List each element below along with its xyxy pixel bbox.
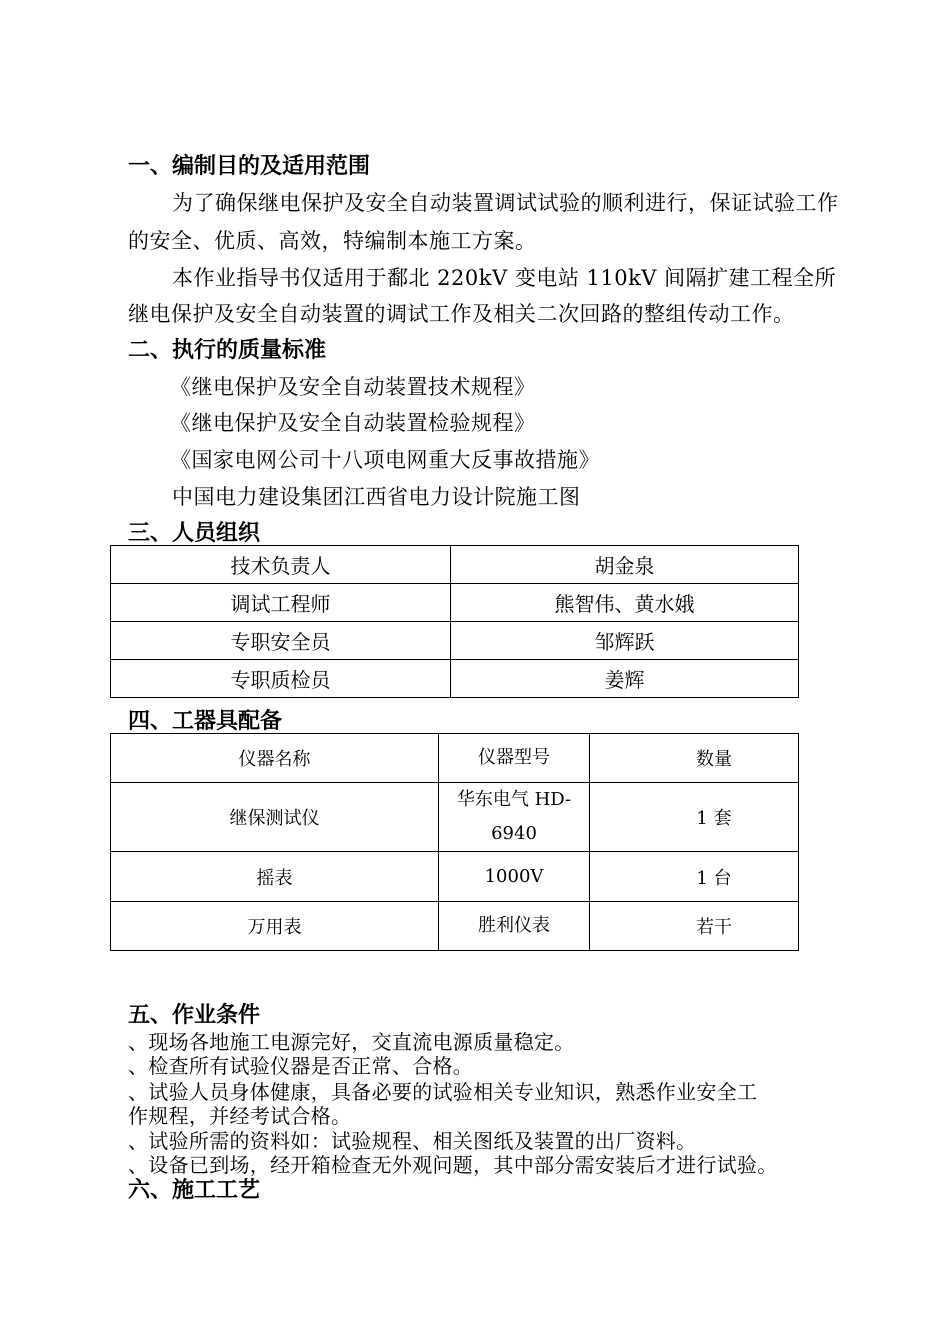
table-row: [111, 902, 799, 951]
section2-heading: 二、执行的质量标准: [128, 338, 327, 363]
column-header-qty: 数量: [590, 734, 799, 783]
condition-line: 、试验所需的资料如：试验规程、相关图纸及装置的出厂资料。: [128, 1129, 697, 1153]
section1-paragraph1-line1: 为了确保继电保护及安全自动装置调试试验的顺利进行，保证试验工作: [172, 191, 839, 215]
person-cell: 胡金泉: [451, 546, 799, 584]
section1-heading: 一、编制目的及适用范围: [128, 154, 371, 179]
standard-item: 《国家电网公司十八项电网重大反事故措施》: [170, 448, 600, 472]
section1-paragraph2-line1: 本作业指导书仅适用于鄱北 220kV 变电站 110kV 间隔扩建工程全所: [172, 266, 837, 290]
instrument-name-cell: 摇表: [111, 852, 439, 902]
instrument-qty-cell: 1 套: [590, 783, 799, 852]
section3-heading: 三、人员组织: [128, 521, 261, 546]
standard-item: 《继电保护及安全自动装置技术规程》: [170, 375, 536, 399]
section6-heading: 六、施工工艺: [128, 1178, 261, 1203]
table-row: [111, 546, 799, 584]
role-cell: 专职质检员: [111, 660, 451, 698]
table-header-row: [111, 734, 799, 783]
standard-item: 中国电力建设集团江西省电力设计院施工图: [172, 485, 581, 509]
person-cell: 邹辉跃: [451, 622, 799, 660]
instrument-model-cell: 胜利仪表: [439, 902, 590, 951]
table-row: [111, 852, 799, 902]
table-row: [111, 660, 799, 698]
condition-line: 、现场各地施工电源完好，交直流电源质量稳定。: [128, 1030, 575, 1054]
section5-heading: 五、作业条件: [128, 1003, 261, 1028]
role-cell: 技术负责人: [111, 546, 451, 584]
instrument-qty-cell: 1 台: [590, 852, 799, 902]
table-row: [111, 783, 799, 852]
person-cell: 熊智伟、黄水娥: [451, 584, 799, 622]
standard-item: 《继电保护及安全自动装置检验规程》: [170, 411, 536, 435]
instrument-name-cell: 继保测试仪: [111, 783, 439, 852]
person-cell: 姜辉: [451, 660, 799, 698]
role-cell: 专职安全员: [111, 622, 451, 660]
section1-paragraph2-line2: 继电保护及安全自动装置的调试工作及相关二次回路的整组传动工作。: [128, 302, 795, 326]
model-line: 6940: [491, 823, 537, 844]
condition-line: 、试验人员身体健康，具备必要的试验相关专业知识，熟悉作业安全工: [128, 1080, 758, 1104]
model-line: 华东电气 HD-: [456, 789, 572, 810]
instrument-qty-cell: 若干: [590, 902, 799, 951]
section1-paragraph1-line2: 的安全、优质、高效，特编制本施工方案。: [128, 229, 537, 253]
instrument-name-cell: 万用表: [111, 902, 439, 951]
condition-line: 、设备已到场，经开箱检查无外观问题，其中部分需安装后才进行试验。: [128, 1153, 778, 1177]
column-header-model: 仪器型号: [439, 734, 590, 783]
condition-line: 作规程，并经考试合格。: [128, 1104, 352, 1128]
instrument-model-cell: 1000V: [439, 852, 590, 902]
section4-heading: 四、工器具配备: [128, 709, 283, 734]
table-row: [111, 584, 799, 622]
column-header-name: 仪器名称: [111, 734, 439, 783]
role-cell: 调试工程师: [111, 584, 451, 622]
instrument-model-cell: [439, 783, 590, 852]
tools-table: [110, 733, 799, 951]
condition-line: 、检查所有试验仪器是否正常、合格。: [128, 1054, 474, 1078]
table-row: [111, 622, 799, 660]
personnel-table: [110, 545, 799, 698]
